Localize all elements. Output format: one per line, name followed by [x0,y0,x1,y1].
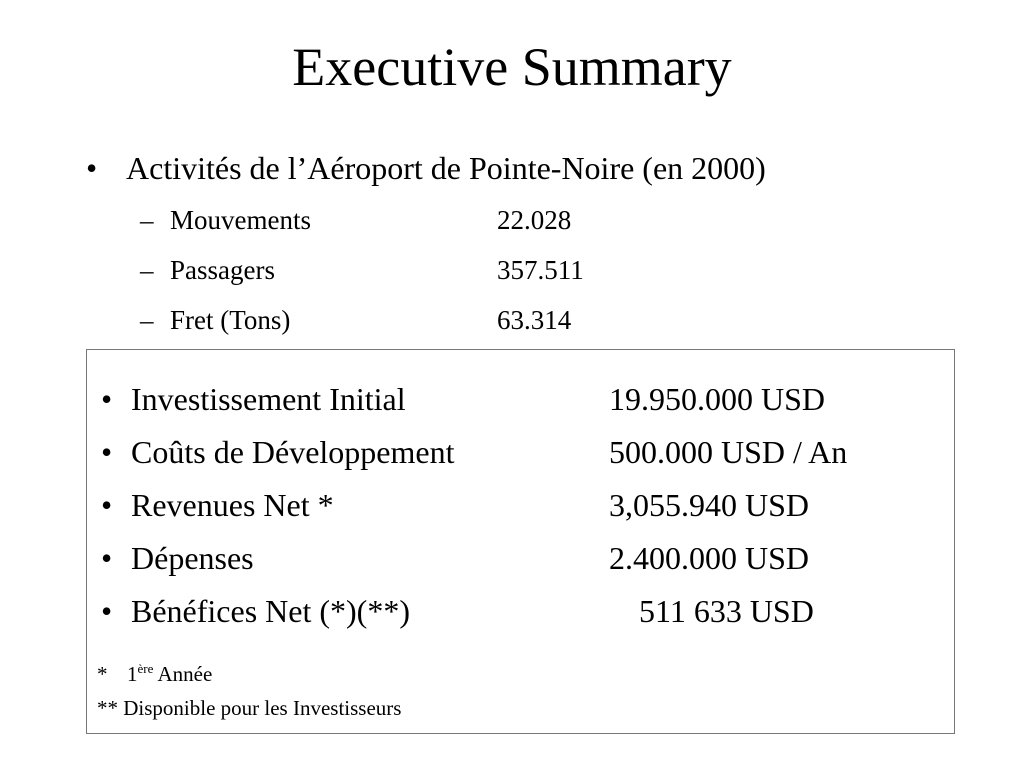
footnote-superscript: ère [137,661,154,676]
bullet: • [101,593,113,629]
financial-summary-box [86,349,955,734]
footnote-number: 1 [127,662,138,686]
bullet: • [101,381,113,417]
footnote-text: Année [157,662,213,686]
financial-value: 3,055.940 USD [609,487,810,523]
airport-activity-heading [86,148,766,188]
stat-label: Fret (Tons) [170,305,291,335]
financial-label: Investissement Initial [131,381,406,417]
dash: – [140,305,154,335]
footnote-investors: ** Disponible pour les Investisseurs [97,696,402,720]
stat-value: 357.511 [497,255,584,285]
stat-label: Mouvements [170,205,311,235]
bullet: • [101,487,113,523]
stat-value: 63.314 [497,305,572,335]
bullet: • [86,150,98,186]
financial-value: 500.000 USD / An [609,434,848,470]
dash: – [140,205,154,235]
dash: – [140,255,154,285]
footnote-first-year [97,652,401,691]
financial-value: 2.400.000 USD [609,540,810,576]
financial-label: Coûts de Développement [131,434,455,470]
footnotes [97,652,401,725]
page-title: Executive Summary [292,37,732,97]
bullet: • [101,540,113,576]
financial-value: 511 633 USD [639,593,814,629]
financial-label: Bénéfices Net (*)(**) [131,593,410,629]
financial-label: Revenues Net * [131,487,334,523]
stat-label: Passagers [170,255,275,285]
stat-value: 22.028 [497,205,572,235]
bullet: • [101,434,113,470]
financial-label: Dépenses [131,540,254,576]
financial-value: 19.950.000 USD [609,381,826,417]
footnote-marker: * [97,662,108,686]
airport-heading-text: Activités de l’Aéroport de Pointe-Noire (en 2000) [126,150,766,186]
